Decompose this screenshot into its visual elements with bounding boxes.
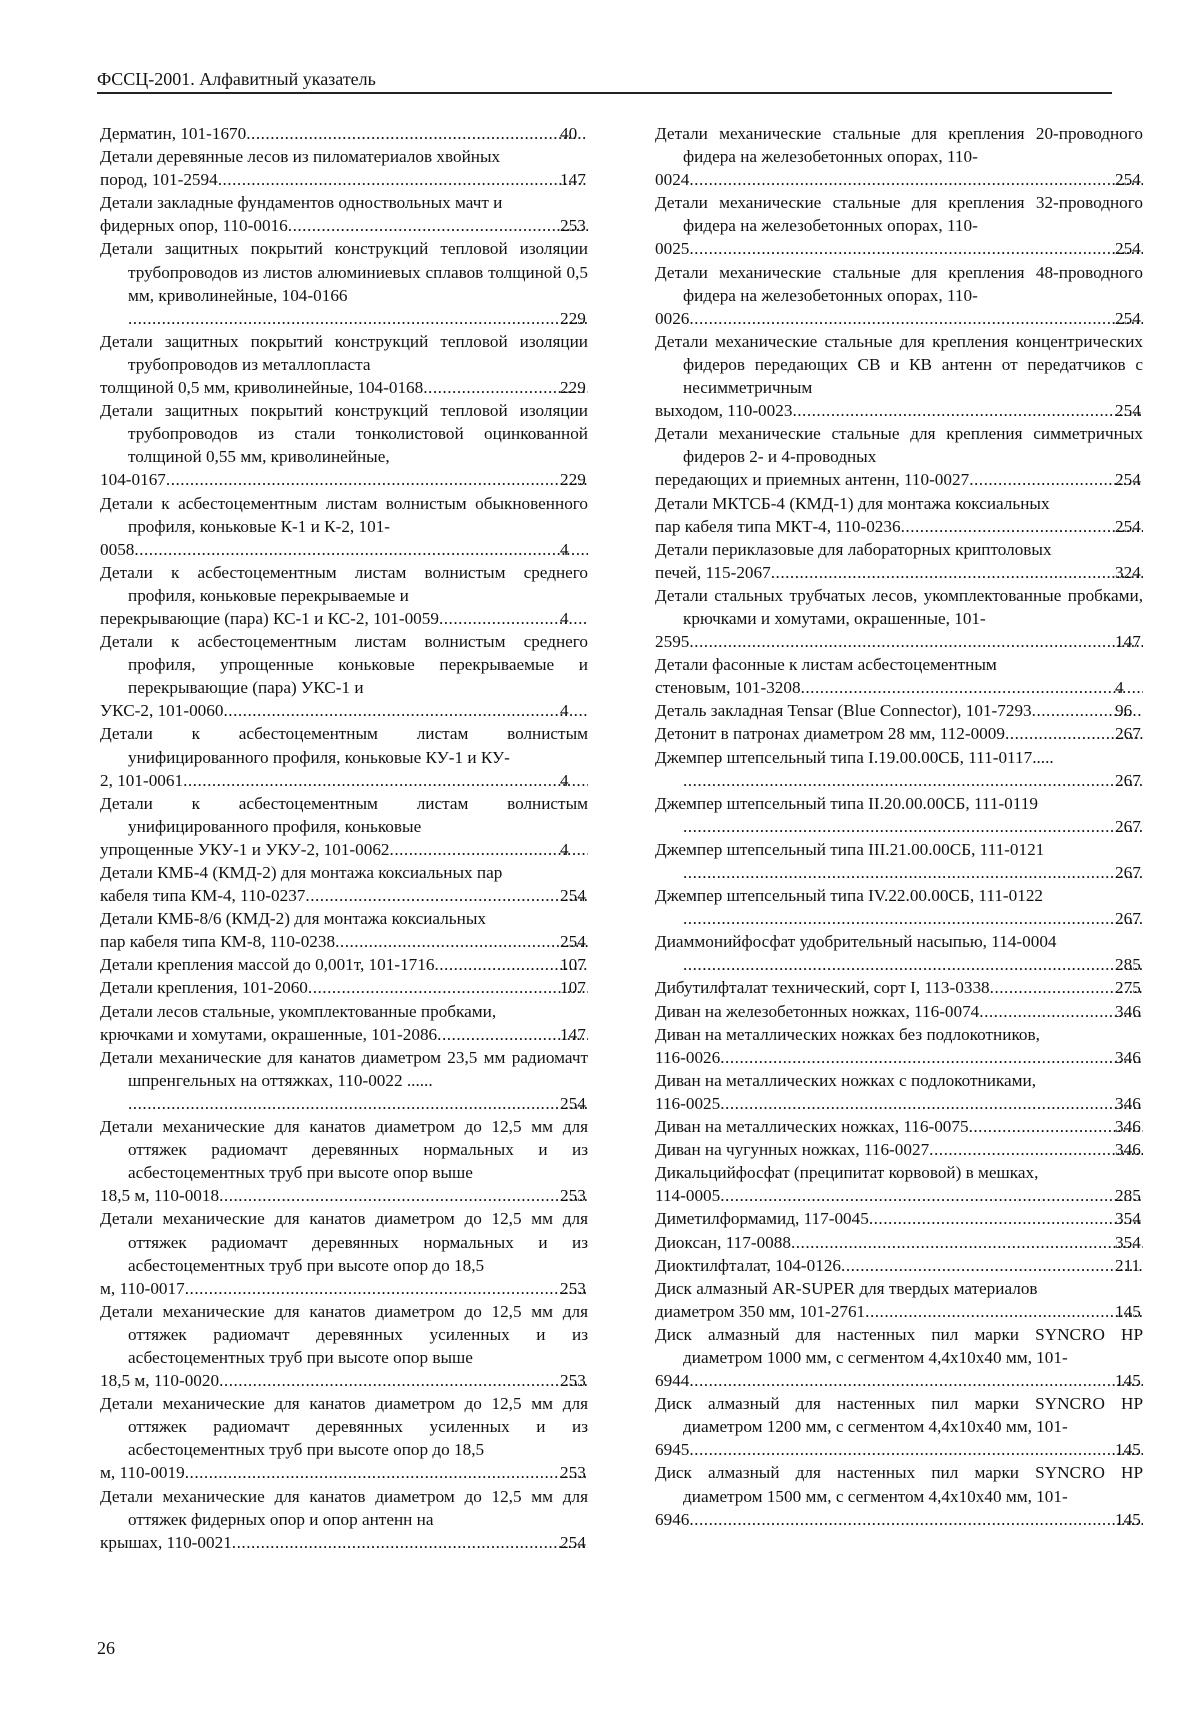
index-entry-last-line: м, 110-0019: [100, 1463, 185, 1483]
dot-leader: [183, 769, 588, 792]
dot-leader: [219, 1369, 588, 1392]
dot-leader: [801, 676, 1143, 699]
index-entry-last-line: толщиной 0,5 мм, криволинейные, 104-0168: [100, 378, 424, 398]
index-entry: Диван на металлических ножках без подлокотников, 116-0026 ..... 346: [655, 1023, 1143, 1069]
index-entry: Диаммонийфосфат удобрительный насыпью, 114-0004 ..... 285: [655, 930, 1143, 976]
index-entry: Детали механические стальные для крепления симметричных фидеров 2- и 4-проводных передающих и приемных антенн, 110-0027 ..... 254: [655, 422, 1143, 491]
index-entry: Детали механические для канатов диаметром до 12,5 мм для оттяжек радиомачт деревянных нормальных и из асбестоцементных труб при высоте опор выше 18,5 м, 110-0018 ..... 253: [100, 1115, 588, 1207]
index-entry-last-line: Диван на металлических ножках, 116-0075: [655, 1117, 969, 1137]
dot-leader: [689, 168, 1143, 191]
index-entry-text: Детали механические стальные для крепления 48-проводного фидера на железобетонных опорах, 110-: [655, 262, 1143, 305]
index-entry: Детали к асбестоцементным листам волнистым среднего профиля, коньковые перекрываемые и перекрывающие (пара) КС-1 и КС-2, 101-0059 ..... 4: [100, 561, 588, 630]
dot-leader: [689, 1369, 1143, 1392]
index-entry: Детали крепления массой до 0,001т, 101-1716 ..... 107: [100, 953, 588, 976]
index-entry-text: Дикальцийфосфат (преципитат корвовой) в мешках,: [655, 1163, 1039, 1183]
index-entry: Детали к асбестоцементным листам волнистым обыкновенного профиля, коньковые К-1 и К-2, 101- 0058 ..... 4: [100, 492, 588, 561]
index-entry-text: Диск алмазный для настенных пил марки SYNCRO HP диаметром 1500 мм, с сегментом 4,4x10x40 мм, 101-: [655, 1463, 1143, 1506]
index-entry-text: Детали к асбестоцементным листам волнистым унифицированного профиля, коньковые: [100, 793, 588, 836]
index-entry: Диск алмазный для настенных пил марки SYNCRO HP диаметром 1000 мм, с сегментом 4,4x10x40 мм, 101- 6944 ..... 145: [655, 1323, 1143, 1392]
dot-leader: [683, 815, 1143, 838]
index-entry-text: Диск алмазный для настенных пил марки SYNCRO HP диаметром 1000 мм, с сегментом 4,4x10x40 мм, 101-: [655, 1324, 1143, 1367]
index-entry: Диван на чугунных ножках, 116-0027 ..... 346: [655, 1138, 1143, 1161]
index-entry-last-line: Детали крепления, 101-2060: [100, 978, 308, 998]
index-entry-last-line: стеновым, 101-3208: [655, 678, 801, 698]
index-entry: Джемпер штепсельный типа IV.22.00.00СБ, 111-0122 ..... 267: [655, 884, 1143, 930]
dot-leader: [683, 907, 1143, 930]
index-entry-last-line: Дерматин, 101-1670: [100, 124, 247, 143]
index-entry: Детали периклазовые для лабораторных криптоловых печей, 115-2067 ..... 324: [655, 538, 1143, 584]
index-entry-last-line: 0025: [655, 239, 690, 259]
index-entry-last-line: фидерных опор, 110-0016: [100, 216, 288, 236]
index-entry-text: Детали периклазовые для лабораторных криптоловых: [655, 539, 1052, 559]
index-entry-last-line: 18,5 м, 110-0018: [100, 1186, 220, 1206]
index-entry-last-line: 6944: [655, 1371, 690, 1391]
index-entry: Детали механические стальные для крепления 48-проводного фидера на железобетонных опорах, 110- 0026 ..... 254: [655, 261, 1143, 330]
index-entry: Диоксан, 117-0088 ..... 354: [655, 1231, 1143, 1254]
index-entry-text: Детали защитных покрытий конструкций тепловой изоляции трубопроводов из листов алюминиевых сплавов толщиной 0,5 мм, криволинейные, 104-0166: [100, 239, 588, 305]
index-entry-last-line: Диметилформамид, 117-0045: [655, 1209, 869, 1229]
index-entry-last-line: Диван на чугунных ножках, 116-0027: [655, 1140, 930, 1160]
dot-leader: [771, 561, 1143, 584]
index-entry: Диметилформамид, 117-0045 ..... 354: [655, 1207, 1143, 1230]
dot-leader: [134, 538, 588, 561]
index-column-right: [655, 122, 1143, 1531]
index-entry-last-line: 6945: [655, 1440, 690, 1460]
index-entry-text: Детали механические стальные для крепления симметричных фидеров 2- и 4-проводных: [655, 424, 1143, 467]
dot-leader: [720, 1092, 1143, 1115]
index-entry-last-line: кабеля типа КМ-4, 110-0237: [100, 886, 306, 906]
index-entry: Детали механические для канатов диаметром 23,5 мм радиомачт шпренгельных на оттяжках, 110-0022 ...... ..... 254: [100, 1046, 588, 1115]
index-entry: Детали крепления, 101-2060 ..... 107: [100, 976, 588, 999]
index-entry-text: Детали механические для канатов диаметром до 12,5 мм для оттяжек радиомачт деревянных усиленных и из асбестоцементных труб при высоте опор до 18,5: [100, 1394, 588, 1460]
index-entry-last-line: Диоктилфталат, 104-0126: [655, 1255, 842, 1275]
index-entry-text: Детали к асбестоцементным листам волнистым обыкновенного профиля, коньковые К-1 и К-2, 101-: [100, 493, 588, 536]
index-entry-last-line: перекрывающие (пара) КС-1 и КС-2, 101-0059: [100, 608, 439, 628]
index-entry: Детали деревянные лесов из пиломатериалов хвойных пород, 101-2594 ..... 147: [100, 145, 588, 191]
index-entry-text: Детали стальных трубчатых лесов, укомплектованные пробками, крючками и хомутами, окрашенные, 101-: [655, 585, 1143, 628]
dot-leader: [128, 1092, 588, 1115]
dot-leader: [390, 838, 588, 861]
index-entry-text: Детали механические стальные для крепления 20-проводного фидера на железобетонных опорах, 110-: [655, 124, 1143, 167]
index-entry: Детали МКТСБ-4 (КМД-1) для монтажа коксиальных пар кабеля типа МКТ-4, 110-0236 ..... 254: [655, 492, 1143, 538]
index-entry-last-line: 18,5 м, 110-0020: [100, 1371, 220, 1391]
dot-leader: [185, 1461, 588, 1484]
dot-leader: [223, 699, 588, 722]
dot-leader: [683, 861, 1143, 884]
index-entry-text: Детали защитных покрытий конструкций тепловой изоляции трубопроводов из металлопласта: [100, 331, 588, 374]
index-entry: Диск алмазный AR-SUPER для твердых материалов диаметром 350 мм, 101-2761 ..... 145: [655, 1277, 1143, 1323]
index-entry-text: Детали механические для канатов диаметром до 12,5 мм для оттяжек радиомачт деревянных нормальных и из асбестоцементных труб при высоте опор до 18,5: [100, 1209, 588, 1275]
index-entry: Детали к асбестоцементным листам волнистым унифицированного профиля, коньковые упрощенные УКУ-1 и УКУ-2, 101-0062 ..... 4: [100, 792, 588, 861]
index-entry-last-line: 2, 101-0061: [100, 770, 184, 790]
index-entry-text: Детали закладные фундаментов одноствольных мачт и: [100, 193, 503, 213]
index-entry-last-line: 104-0167: [100, 470, 166, 490]
index-entry: Детали механические стальные для крепления 20-проводного фидера на железобетонных опорах, 110- 0024 ..... 254: [655, 122, 1143, 191]
index-entry: Дикальцийфосфат (преципитат корвовой) в мешках, 114-0005 ..... 285: [655, 1161, 1143, 1207]
index-entry-text: Детали к асбестоцементным листам волнистым унифицированного профиля, коньковые КУ-1 и КУ-: [100, 724, 588, 767]
index-entry-text: Детали механические стальные для крепления концентрических фидеров передающих СВ и КВ антенн от передатчиков с несимметричным: [655, 331, 1143, 398]
index-entry-last-line: Дибутилфталат технический, сорт I, 113-0338: [655, 978, 990, 998]
index-entry: Детали механические для канатов диаметром до 12,5 мм для оттяжек радиомачт деревянных усиленных и из асбестоцементных труб при высоте опор выше 18,5 м, 110-0020 ..... 253: [100, 1300, 588, 1392]
index-entry-last-line: 116-0025: [655, 1093, 721, 1113]
index-entry-last-line: 0024: [655, 170, 690, 190]
index-entry-text: Детали защитных покрытий конструкций тепловой изоляции трубопроводов из стали тонколистовой оцинкованной толщиной 0,55 мм, криволинейные,: [100, 401, 588, 467]
index-entry: Детали механические стальные для крепления 32-проводного фидера на железобетонных опорах, 110- 0025 ..... 254: [655, 191, 1143, 260]
index-entry-text: Диск алмазный AR-SUPER для твердых материалов: [655, 1278, 1038, 1298]
index-entry-last-line: Детали крепления массой до 0,001т, 101-1716: [100, 955, 435, 975]
running-header: [97, 68, 1112, 94]
index-entry-text: Детали лесов стальные, укомплектованные пробками,: [100, 1001, 497, 1021]
index-entry: Детали закладные фундаментов одноствольных мачт и фидерных опор, 110-0016 ..... 253: [100, 191, 588, 237]
index-entry-text: Детали механические для канатов диаметром 23,5 мм радиомачт шпренгельных на оттяжках, 110-0022 ......: [100, 1047, 588, 1090]
dot-leader: [185, 1277, 588, 1300]
index-entry-last-line: 2595: [655, 632, 690, 652]
index-entry: Детали механические для канатов диаметром до 12,5 мм для оттяжек радиомачт деревянных нормальных и из асбестоцементных труб при высоте опор до 18,5 м, 110-0017 ..... 253: [100, 1207, 588, 1299]
index-entry-last-line: выходом, 110-0023: [655, 401, 793, 421]
dot-leader: [901, 515, 1143, 538]
index-entry-text: Детали механические для канатов диаметром до 12,5 мм для оттяжек радиомачт деревянных усиленных и из асбестоцементных труб при высоте опор выше: [100, 1301, 588, 1367]
index-entry-last-line: Диоксан, 117-0088: [655, 1232, 791, 1252]
index-column-left: [100, 122, 588, 1554]
index-entry-last-line: печей, 115-2067: [655, 562, 771, 582]
dot-leader: [246, 122, 588, 145]
running-header-title: ФССЦ-2001. Алфавитный указатель: [97, 69, 376, 89]
index-entry-last-line: пар кабеля типа МКТ-4, 110-0236: [655, 516, 901, 536]
index-entry: Джемпер штепсельный типа I.19.00.00СБ, 111-0117..... ..... 267: [655, 746, 1143, 792]
dot-leader: [683, 769, 1143, 792]
dot-leader: [791, 1231, 1143, 1254]
index-entry: Детонит в патронах диаметром 28 мм, 112-0009 ..... 267: [655, 722, 1143, 745]
index-entry-text: Детали к асбестоцементным листам волнистым среднего профиля, коньковые перекрываемые и: [100, 562, 588, 605]
index-entry-last-line: Деталь закладная Tensar (Blue Connector), 101-7293: [655, 701, 1032, 721]
index-entry: Детали к асбестоцементным листам волнистым среднего профиля, упрощенные коньковые перекрываемые и перекрывающие (пара) УКС-1 и УКС-2, 101-0060 ..... 4: [100, 630, 588, 722]
index-entry-text: Детали деревянные лесов из пиломатериалов хвойных: [100, 147, 501, 167]
index-entry-last-line: крючками и хомутами, окрашенные, 101-2086: [100, 1024, 438, 1044]
index-entry-text: Детали механические для канатов диаметром до 12,5 мм для оттяжек радиомачт деревянных нормальных и из асбестоцементных труб при высоте опор выше: [100, 1117, 588, 1183]
dot-leader: [305, 884, 588, 907]
index-entry-last-line: диаметром 350 мм, 101-2761: [655, 1301, 866, 1321]
dot-leader: [689, 237, 1143, 260]
index-entry: Дерматин, 101-1670 ..... 40: [100, 122, 588, 145]
dot-leader: [128, 307, 588, 330]
dot-leader: [219, 1184, 588, 1207]
index-entry: Детали защитных покрытий конструкций тепловой изоляции трубопроводов из металлопласта толщиной 0,5 мм, криволинейные, 104-0168 ..... 229: [100, 330, 588, 399]
index-entry: Диоктилфталат, 104-0126 ..... 211: [655, 1254, 1143, 1277]
dot-leader: [218, 168, 588, 191]
index-entry: Диван на железобетонных ножках, 116-0074 ..... 346: [655, 1000, 1143, 1023]
index-entry-text: Детали КМБ-8/6 (КМД-2) для монтажа коксиальных: [100, 909, 486, 929]
index-entry: Диван на металлических ножках с подлокотниками, 116-0025 ..... 346: [655, 1069, 1143, 1115]
dot-leader: [308, 976, 588, 999]
index-entry: Джемпер штепсельный типа II.20.00.00СБ, 111-0119 ..... 267: [655, 792, 1143, 838]
index-entry: Детали защитных покрытий конструкций тепловой изоляции трубопроводов из стали тонколистовой оцинкованной толщиной 0,55 мм, криволинейные, 104-0167 ..... 229: [100, 399, 588, 491]
dot-leader: [720, 1184, 1143, 1207]
index-entry-last-line: передающих и приемных антенн, 110-0027: [655, 470, 970, 490]
dot-leader: [288, 214, 588, 237]
index-entry: Детали КМБ-8/6 (КМД-2) для монтажа коксиальных пар кабеля типа КМ-8, 110-0238 ..... 254: [100, 907, 588, 953]
index-entry: Диван на металлических ножках, 116-0075 ..... 346: [655, 1115, 1143, 1138]
index-entry-last-line: м, 110-0017: [100, 1278, 185, 1298]
dot-leader: [683, 953, 1143, 976]
index-entry-last-line: 114-0005: [655, 1186, 721, 1206]
index-entry-text: Детали механические стальные для крепления 32-проводного фидера на железобетонных опорах, 110-: [655, 193, 1143, 236]
dot-leader: [689, 630, 1143, 653]
index-entry: Детали стальных трубчатых лесов, укомплектованные пробками, крючками и хомутами, окрашенные, 101- 2595 ..... 147: [655, 584, 1143, 653]
dot-leader: [792, 399, 1143, 422]
index-entry: Деталь закладная Tensar (Blue Connector), 101-7293 ..... 96: [655, 699, 1143, 722]
index-entry-text: Диск алмазный для настенных пил марки SYNCRO HP диаметром 1200 мм, с сегментом 4,4x10x40 мм, 101-: [655, 1394, 1143, 1437]
index-entry-last-line: пар кабеля типа КМ-8, 110-0238: [100, 932, 336, 952]
index-entry: Детали КМБ-4 (КМД-2) для монтажа коксиальных пар кабеля типа КМ-4, 110-0237 ..... 254: [100, 861, 588, 907]
index-entry-text: Джемпер штепсельный типа IV.22.00.00СБ, 111-0122: [655, 886, 1044, 906]
index-entry-text: Джемпер штепсельный типа III.21.00.00СБ, 111-0121: [655, 839, 1045, 859]
dot-leader: [689, 1438, 1143, 1461]
index-entry-last-line: 0026: [655, 308, 690, 328]
index-entry-last-line: 0058: [100, 539, 135, 559]
index-entry-text: Диван на металлических ножках без подлокотников,: [655, 1024, 1040, 1044]
index-entry-text: Детали фасонные к листам асбестоцементным: [655, 655, 997, 675]
dot-leader: [232, 1531, 588, 1554]
index-entry: Детали механические для канатов диаметром до 12,5 мм для оттяжек фидерных опор и опор антенн на крышах, 110-0021 ..... 254: [100, 1485, 588, 1554]
dot-leader: [335, 930, 588, 953]
index-entry-text: Детали механические для канатов диаметром до 12,5 мм для оттяжек фидерных опор и опор антенн на: [100, 1486, 588, 1529]
index-entry-text: Диаммонийфосфат удобрительный насыпью, 114-0004: [655, 932, 1057, 952]
index-entry-last-line: 6946: [655, 1509, 690, 1529]
index-entry: Детали механические стальные для крепления концентрических фидеров передающих СВ и КВ антенн от передатчиков с несимметричным выходом, 110-0023 ..... 254: [655, 330, 1143, 422]
index-entry-last-line: упрощенные УКУ-1 и УКУ-2, 101-0062: [100, 839, 390, 859]
index-entry-text: Детали к асбестоцементным листам волнистым среднего профиля, упрощенные коньковые перекрываемые и перекрывающие (пара) УКС-1 и: [100, 632, 588, 698]
index-entry-last-line: крышах, 110-0021: [100, 1532, 232, 1552]
index-entry: Детали фасонные к листам асбестоцементным стеновым, 101-3208 ..... 4: [655, 653, 1143, 699]
dot-leader: [929, 1138, 1143, 1161]
index-entry-text: Джемпер штепсельный типа I.19.00.00СБ, 111-0117.....: [655, 747, 1054, 767]
index-entry: Дибутилфталат технический, сорт I, 113-0338 ..... 275: [655, 976, 1143, 999]
index-entry-text: Джемпер штепсельный типа II.20.00.00СБ, 111-0119: [655, 793, 1038, 813]
dot-leader: [720, 1046, 1143, 1069]
index-entry: Диск алмазный для настенных пил марки SYNCRO HP диаметром 1200 мм, с сегментом 4,4x10x40 мм, 101- 6945 ..... 145: [655, 1392, 1143, 1461]
dot-leader: [869, 1207, 1143, 1230]
index-entry-last-line: УКС-2, 101-0060: [100, 701, 224, 721]
index-entry: Диск алмазный для настенных пил марки SYNCRO HP диаметром 1500 мм, с сегментом 4,4x10x40 мм, 101- 6946 ..... 145: [655, 1461, 1143, 1530]
index-entry-last-line: пород, 101-2594: [100, 170, 218, 190]
index-entry-text: Диван на металлических ножках с подлокотниками,: [655, 1070, 1037, 1090]
index-entry: Детали лесов стальные, укомплектованные пробками, крючками и хомутами, окрашенные, 101-2086 ..... 147: [100, 1000, 588, 1046]
index-entry: Детали защитных покрытий конструкций тепловой изоляции трубопроводов из листов алюминиевых сплавов толщиной 0,5 мм, криволинейные, 104-0166 ..... 229: [100, 237, 588, 329]
index-entry-text: Детали МКТСБ-4 (КМД-1) для монтажа коксиальных: [655, 493, 1050, 513]
index-entry-text: Детали КМБ-4 (КМД-2) для монтажа коксиальных пар: [100, 863, 503, 882]
dot-leader: [865, 1300, 1143, 1323]
page-number: 26: [97, 1638, 115, 1658]
dot-leader: [166, 468, 588, 491]
index-entry: Детали механические для канатов диаметром до 12,5 мм для оттяжек радиомачт деревянных усиленных и из асбестоцементных труб при высоте опор до 18,5 м, 110-0019 ..... 253: [100, 1392, 588, 1484]
dot-leader: [689, 1508, 1143, 1531]
index-entry-last-line: Детонит в патронах диаметром 28 мм, 112-0009: [655, 724, 1005, 744]
index-entry: Джемпер штепсельный типа III.21.00.00СБ, 111-0121 ..... 267: [655, 838, 1143, 884]
dot-leader: [841, 1254, 1143, 1277]
dot-leader: [689, 307, 1143, 330]
index-entry-last-line: Диван на железобетонных ножках, 116-0074: [655, 1001, 980, 1021]
index-entry-last-line: 116-0026: [655, 1047, 721, 1067]
index-entry: Детали к асбестоцементным листам волнистым унифицированного профиля, коньковые КУ-1 и КУ- 2, 101-0061 ..... 4: [100, 722, 588, 791]
